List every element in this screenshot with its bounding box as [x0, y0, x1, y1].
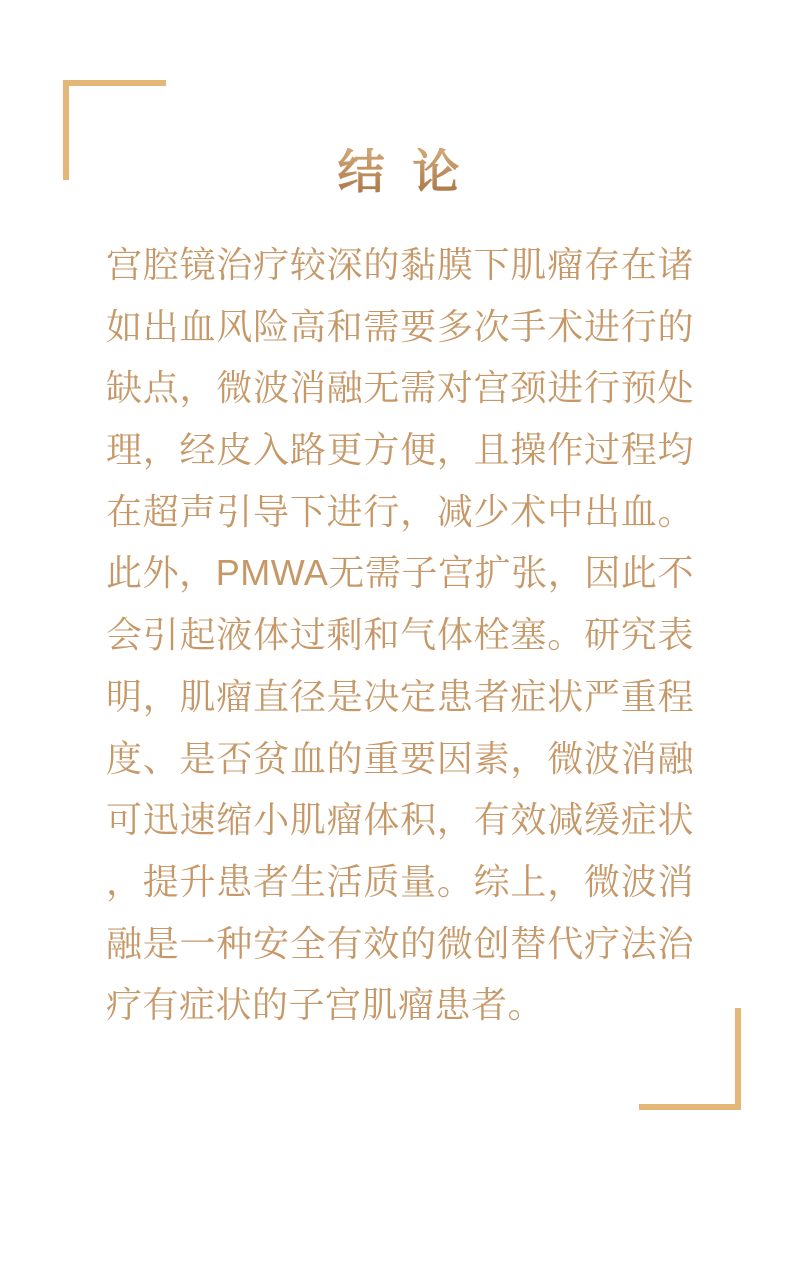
body-line: 宫腔镜治疗较深的黏膜下肌瘤存在诸	[106, 244, 694, 285]
page-title: 结 论	[0, 148, 800, 198]
corner-bracket-bottom-right	[639, 1008, 741, 1110]
body-line: 在超声引导下进行，减少术中出血。	[106, 490, 694, 532]
body-line: 理，经皮入路更方便，且操作过程均	[106, 429, 694, 471]
body-line: 融是一种安全有效的微创替代疗法治	[106, 922, 694, 964]
body-line: 会引起液体过剩和气体栓塞。研究表	[106, 614, 694, 656]
body-line: 可迅速缩小肌瘤体积，有效减缓症状	[106, 799, 694, 841]
body-line: 如出血风险高和需要多次手术进行的	[106, 305, 694, 347]
body-line: 缺点，微波消融无需对宫颈进行预处	[106, 367, 694, 409]
conclusion-body-text	[106, 234, 694, 1036]
body-line: 度、是否贫血的重要因素，微波消融	[106, 737, 694, 779]
body-line: ，提升患者生活质量。综上，微波消	[106, 860, 694, 902]
body-line: 明，肌瘤直径是决定患者症状严重程	[106, 675, 694, 717]
body-line: 此外，PMWA无需子宫扩张，因此不	[106, 552, 694, 594]
body-line: 疗有症状的子宫肌瘤患者。	[106, 984, 545, 1026]
